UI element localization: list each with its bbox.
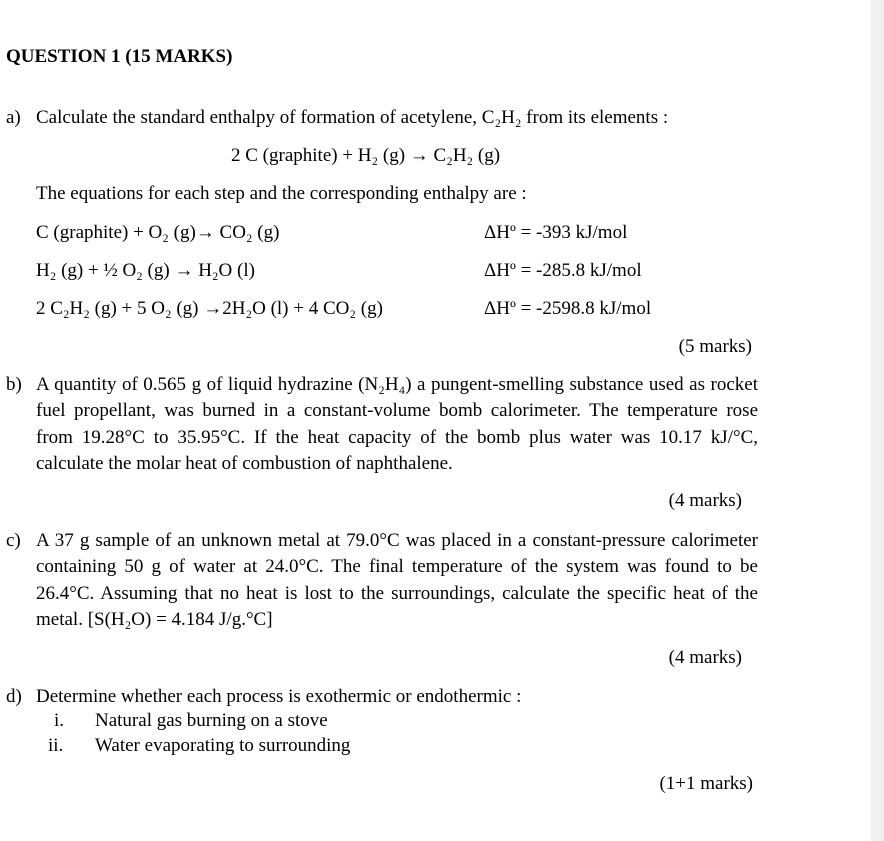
part-b-text: A quantity of 0.565 g of liquid hydrazine (N₂H₄) a pungent-smelling substance used as rocket fuel propellant, was burned in a constant-volume bomb calorimeter. The temperature rose from 19.28°C to 35.95°C. If the heat capacity of the bomb plus water was 10.17 kJ/°C, calculate the molar heat of combustion of naphthalene. xyxy=(36,374,758,474)
part-a-label: a) xyxy=(6,107,21,128)
page-edge xyxy=(871,0,884,841)
steps-intro: The equations for each step and the corresponding enthalpy are : xyxy=(36,183,527,204)
question-title: QUESTION 1 (15 MARKS) xyxy=(6,46,233,67)
part-b-label: b) xyxy=(6,374,22,395)
target-reaction: 2 C (graphite) + H₂ (g) → C₂H₂ (g) xyxy=(231,145,501,166)
equation-1: C (graphite) + O₂ (g)→ CO₂ (g) xyxy=(36,222,280,243)
equation-3: 2 C₂H₂ (g) + 5 O₂ (g) →2H₂O (l) + 4 CO₂ (g) xyxy=(36,298,383,319)
part-c-label: c) xyxy=(6,530,21,551)
part-a-intro: Calculate the standard enthalpy of formation of acetylene, C₂H₂ from its elements : xyxy=(36,107,669,128)
part-d-text: Determine whether each process is exothermic or endothermic : xyxy=(36,686,522,707)
list-item: Water evaporating to surrounding xyxy=(95,735,351,756)
list-item-number: i. xyxy=(54,710,65,731)
enthalpy-3: ΔHº = -2598.8 kJ/mol xyxy=(484,298,652,319)
enthalpy-2: ΔHº = -285.8 kJ/mol xyxy=(484,260,642,281)
equation-2: H₂ (g) + ½ O₂ (g) → H₂O (l) xyxy=(36,260,255,281)
part-d-label: d) xyxy=(6,686,22,707)
part-b-marks: (4 marks) xyxy=(668,490,742,511)
part-a-marks: (5 marks) xyxy=(678,336,752,357)
part-d-marks: (1+1 marks) xyxy=(659,773,753,794)
list-item-number: ii. xyxy=(48,735,64,756)
enthalpy-1: ΔHº = -393 kJ/mol xyxy=(484,222,628,243)
part-c-text: A 37 g sample of an unknown metal at 79.0°C was placed in a constant-pressure calorimeter containing 50 g of water at 24.0°C. The final temperature of the system was found to be 26.4°C. Assuming that no heat is lost to the surroundings, calculate the specific heat of the metal. [S(H₂O) = 4.184 J/g.°C] xyxy=(36,530,758,630)
part-c-marks: (4 marks) xyxy=(668,647,742,668)
list-item: Natural gas burning on a stove xyxy=(95,710,328,731)
